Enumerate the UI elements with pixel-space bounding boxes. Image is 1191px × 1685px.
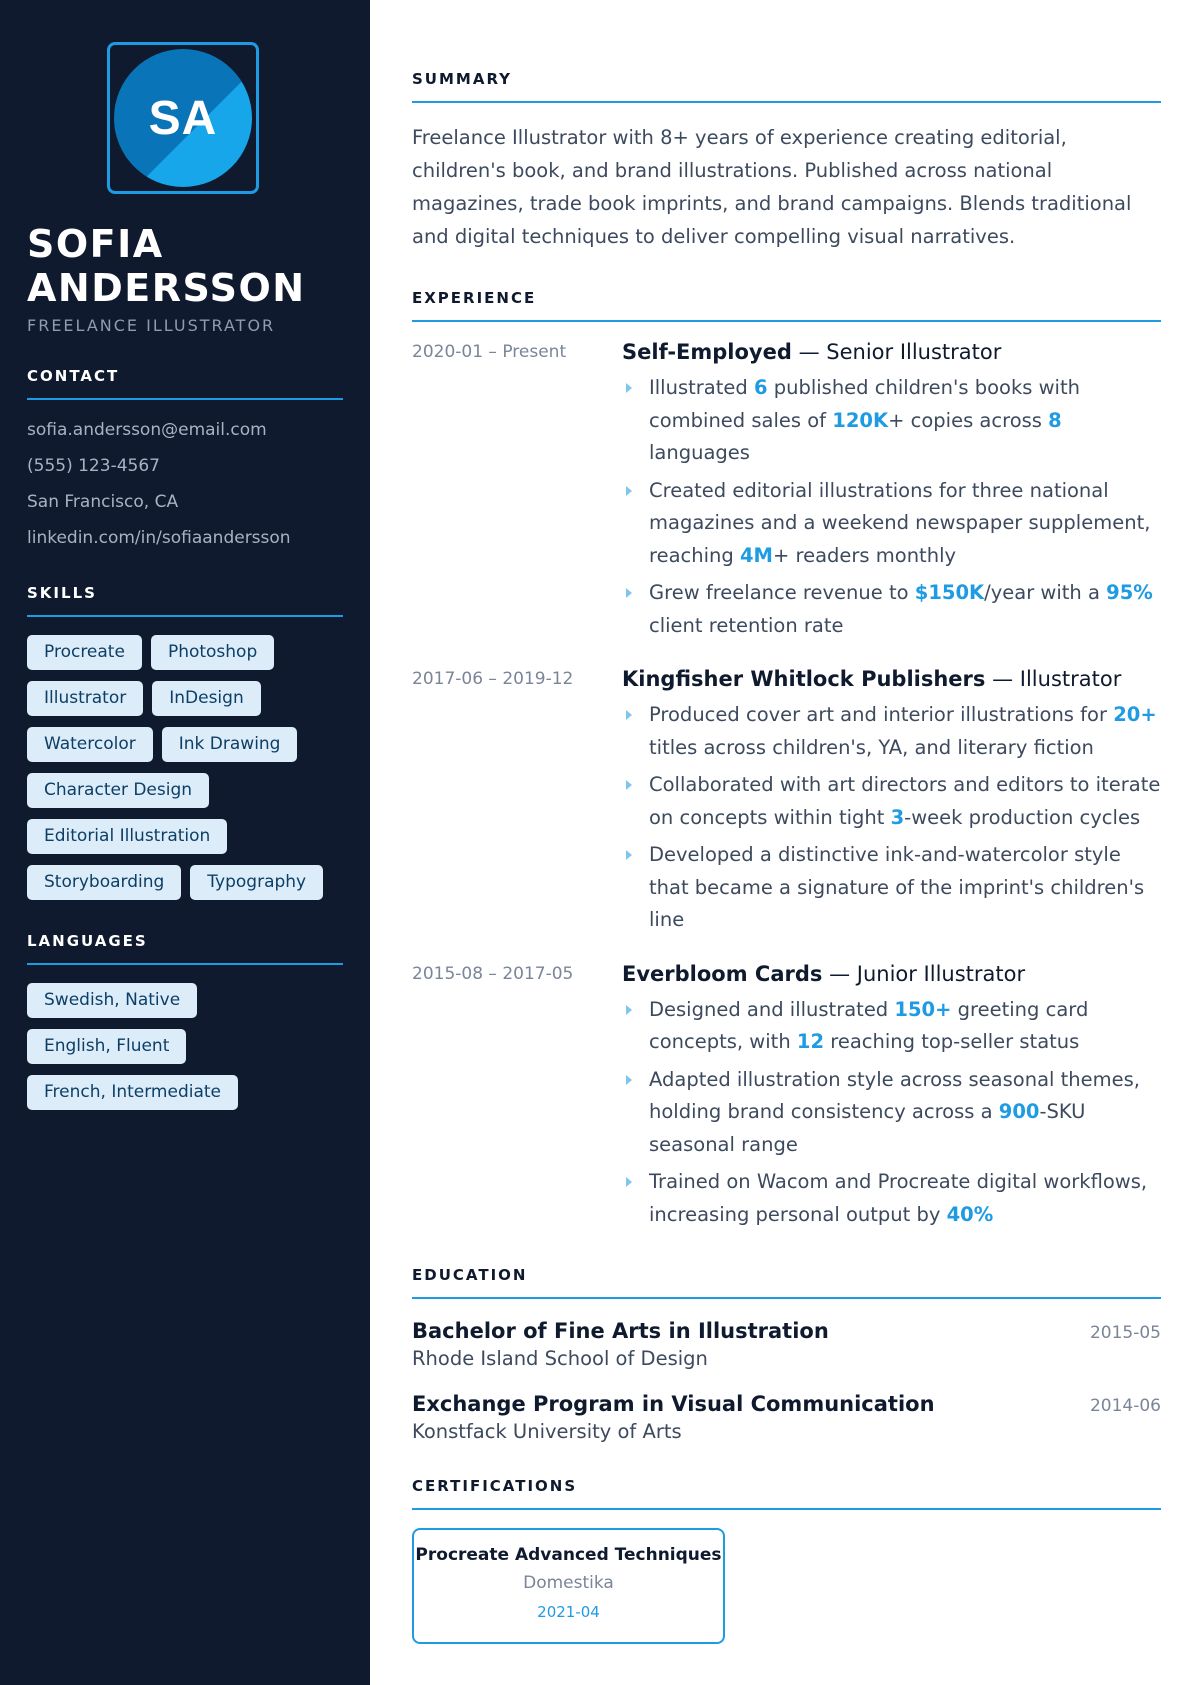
bullet-text: -week production cycles <box>904 805 1141 829</box>
education-section <box>412 1266 1161 1443</box>
education-entry <box>412 1319 1161 1370</box>
bullet-text: greeting card concepts, with <box>649 997 1089 1053</box>
language-row <box>27 1029 343 1075</box>
highlight-metric: 900 <box>998 1100 1040 1123</box>
bullet-text: client retention rate <box>649 613 844 637</box>
skill-chip: InDesign <box>152 681 260 716</box>
job-entry <box>412 962 1161 1237</box>
job-bullets <box>622 994 1161 1232</box>
education-degree: Bachelor of Fine Arts in Illustration <box>412 1319 829 1343</box>
bullet-text: + readers monthly <box>772 543 957 567</box>
bullet-text: languages <box>649 441 750 464</box>
education-date: 2015-05 <box>1089 1323 1161 1343</box>
contact-phone: (555) 123-4567 <box>27 456 160 476</box>
bullet-text: Adapted illustration style across seasonal themes, holding brand consistency across a <box>649 1067 1140 1123</box>
job-body <box>622 667 1161 942</box>
job-bullet <box>622 577 1161 642</box>
skill-chip: Storyboarding <box>27 865 181 900</box>
avatar <box>114 49 252 187</box>
certification-issuer: Domestika <box>523 1573 614 1593</box>
highlight-metric: 4M <box>739 543 773 567</box>
skill-chip: Procreate <box>27 635 142 670</box>
experience-heading: EXPERIENCE <box>412 289 1161 322</box>
language-row <box>27 1075 343 1121</box>
bullet-text: Grew freelance revenue to <box>649 581 915 604</box>
profile-name <box>27 222 343 310</box>
job-bullet <box>622 1166 1161 1231</box>
contact-email[interactable]: sofia.andersson@email.com <box>27 420 267 440</box>
skill-chip: Illustrator <box>27 681 143 716</box>
name-line-first: SOFIA <box>27 222 164 266</box>
education-school: Konstfack University of Arts <box>412 1420 682 1443</box>
job-company: Kingfisher Whitlock Publishers <box>622 667 986 691</box>
job-date: 2020-01 – Present <box>412 342 567 362</box>
language-row <box>27 983 343 1029</box>
job-title <box>622 962 1161 986</box>
avatar-frame <box>107 42 259 194</box>
education-row <box>412 1319 1161 1343</box>
job-bullet <box>622 1064 1161 1162</box>
job-entry <box>412 340 1161 647</box>
job-body <box>622 962 1161 1237</box>
certifications-list <box>412 1528 1161 1644</box>
job-role: Senior Illustrator <box>826 340 1002 364</box>
contact-linkedin[interactable]: linkedin.com/in/sofiaandersson <box>27 528 291 548</box>
certification-card <box>412 1528 725 1644</box>
summary-section <box>412 70 1161 253</box>
highlight-metric: 95% <box>1106 581 1153 604</box>
job-company: Everbloom Cards <box>622 961 823 986</box>
job-role: Junior Illustrator <box>856 961 1026 986</box>
avatar-initials: SA <box>148 91 218 145</box>
summary-heading: SUMMARY <box>412 70 1161 103</box>
language-chip: English, Fluent <box>27 1029 186 1064</box>
sidebar <box>0 0 370 1685</box>
bullet-text: /year with a <box>984 581 1107 604</box>
skill-chip: Editorial Illustration <box>27 819 227 854</box>
job-title <box>622 667 1161 691</box>
job-bullet <box>622 994 1161 1059</box>
highlight-metric: 3 <box>890 805 905 829</box>
experience-list <box>412 340 1161 1236</box>
bullet-text: Developed a distinctive ink-and-watercolor style that became a signature of the imprint's children's line <box>649 843 1145 931</box>
summary-text: Freelance Illustrator with 8+ years of experience creating editorial, children's book, and brand illustrations. Published across national magazines, trade book imprints, and brand campaigns. Blends traditional and digital techniques to deliver compelling visual narratives. <box>412 126 1132 248</box>
bullet-text: + copies across <box>888 408 1049 432</box>
bullet-text: reaching top-seller status <box>824 1030 1080 1053</box>
skills-list <box>27 635 343 900</box>
job-title-separator: — <box>985 667 1020 691</box>
certification-date: 2021-04 <box>537 1603 600 1621</box>
education-degree: Exchange Program in Visual Communication <box>412 1392 935 1416</box>
job-bullet <box>622 699 1161 764</box>
education-school: Rhode Island School of Design <box>412 1347 708 1370</box>
job-date: 2015-08 – 2017-05 <box>412 963 574 984</box>
job-entry <box>412 667 1161 942</box>
contact-heading: CONTACT <box>27 367 343 400</box>
language-chip: Swedish, Native <box>27 983 197 1018</box>
job-bullet <box>622 839 1161 937</box>
highlight-metric: 8 <box>1048 408 1062 432</box>
job-title-separator: — <box>822 961 857 986</box>
certifications-section <box>412 1477 1161 1644</box>
bullet-text: Collaborated with art directors and editors to iterate on concepts within tight <box>649 773 1161 829</box>
education-list <box>412 1319 1161 1443</box>
bullet-text: Created editorial illustrations for three national magazines and a weekend newspaper supplement, reaching <box>649 478 1151 567</box>
job-body <box>622 340 1161 647</box>
name-line-last: ANDERSSON <box>27 266 306 310</box>
education-heading: EDUCATION <box>412 1266 1161 1299</box>
bullet-text: Produced cover art and interior illustrations for <box>649 703 1114 726</box>
job-bullets <box>622 372 1161 642</box>
skill-chip: Typography <box>190 865 323 900</box>
job-bullet <box>622 475 1161 573</box>
skills-heading: SKILLS <box>27 584 343 617</box>
highlight-metric: 40% <box>946 1202 994 1226</box>
highlight-metric: $150K <box>914 581 985 604</box>
certification-name: Procreate Advanced Techniques <box>415 1545 722 1565</box>
skill-chip: Watercolor <box>27 727 153 762</box>
job-role: Illustrator <box>1019 667 1122 691</box>
job-bullets <box>622 699 1161 937</box>
experience-section <box>412 289 1161 1236</box>
languages-heading: LANGUAGES <box>27 932 343 965</box>
highlight-metric: 20+ <box>1113 703 1157 726</box>
job-company: Self-Employed <box>622 340 792 364</box>
language-chip: French, Intermediate <box>27 1075 238 1110</box>
bullet-text: Illustrated <box>649 376 754 399</box>
job-title <box>622 340 1161 364</box>
certifications-heading: CERTIFICATIONS <box>412 1477 1161 1510</box>
education-date: 2014-06 <box>1089 1396 1161 1416</box>
highlight-metric: 6 <box>753 376 768 399</box>
skill-chip: Ink Drawing <box>162 727 298 762</box>
skill-chip: Character Design <box>27 773 209 808</box>
main-content <box>370 0 1191 1685</box>
bullet-text: -SKU seasonal range <box>649 1100 1086 1156</box>
languages-list <box>27 983 343 1121</box>
job-date: 2017-06 – 2019-12 <box>412 669 574 689</box>
highlight-metric: 12 <box>796 1030 825 1053</box>
education-row <box>412 1392 1161 1416</box>
bullet-text: Designed and illustrated <box>649 997 895 1021</box>
job-bullet <box>622 769 1161 834</box>
skill-chip: Photoshop <box>151 635 274 670</box>
bullet-text: titles across children's, YA, and literary fiction <box>649 735 1094 759</box>
highlight-metric: 150+ <box>894 997 952 1021</box>
contact-location: San Francisco, CA <box>27 492 179 512</box>
bullet-text: Trained on Wacom and Procreate digital workflows, increasing personal output by <box>649 1170 1148 1226</box>
bullet-text: published children's books with combined sales of <box>649 376 1080 432</box>
contact-list <box>27 412 343 556</box>
job-title-separator: — <box>791 340 827 364</box>
highlight-metric: 120K <box>832 408 889 432</box>
profile-role: FREELANCE ILLUSTRATOR <box>27 316 276 335</box>
education-entry <box>412 1392 1161 1443</box>
job-bullet <box>622 372 1161 470</box>
